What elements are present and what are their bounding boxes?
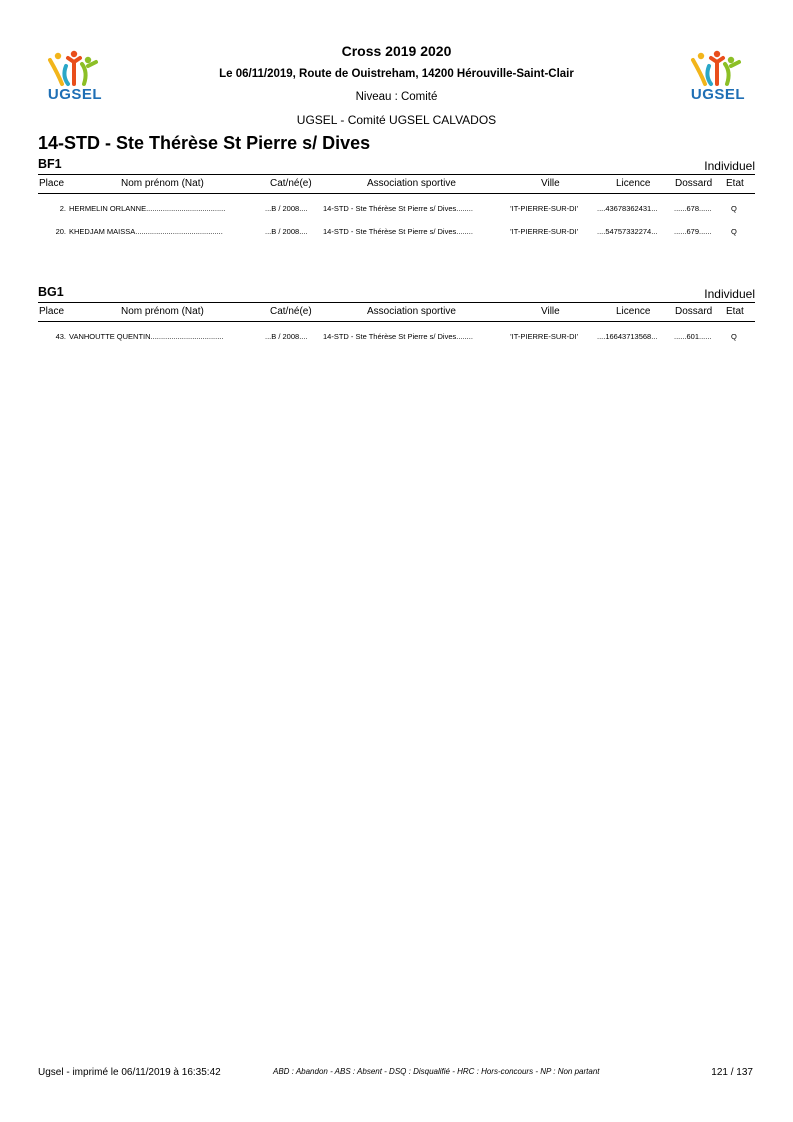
col-name: Nom prénom (Nat): [121, 178, 204, 189]
cell-cat: ...B / 2008....: [265, 204, 308, 213]
cell-association: 14-STD - Ste Thérèse St Pierre s/ Dives........: [323, 204, 473, 213]
col-licence: Licence: [616, 306, 651, 317]
col-etat: Etat: [726, 306, 744, 317]
col-place: Place: [39, 178, 65, 189]
category-type: Individuel: [704, 287, 755, 301]
category-name: BF1: [38, 157, 62, 171]
cell-name: KHEDJAM MAISSA..........................................: [69, 227, 223, 236]
column-header-row: [38, 302, 755, 322]
cell-licence: ....54757332274...: [597, 227, 658, 236]
cell-ville: ’IT-PIERRE-SUR-DI’: [510, 227, 579, 236]
cell-etat: Q: [731, 204, 737, 213]
cell-name: HERMELIN ORLANNE......................................: [69, 204, 226, 213]
cell-cat: ...B / 2008....: [265, 332, 308, 341]
col-ville: Ville: [541, 178, 560, 189]
table-row: [38, 227, 755, 241]
cell-place: 2.: [59, 204, 66, 213]
cell-cat: ...B / 2008....: [265, 227, 308, 236]
category-name: BG1: [38, 285, 64, 299]
page-number: 121 / 137: [711, 1067, 753, 1078]
page-title: Cross 2019 2020: [341, 43, 452, 59]
table-row: [38, 332, 755, 346]
col-etat: Etat: [726, 178, 744, 189]
ugsel-logo-text: UGSEL: [47, 86, 103, 103]
col-cat: Cat/né(e): [270, 306, 312, 317]
col-name: Nom prénom (Nat): [121, 306, 204, 317]
footer-legend: ABD : Abandon - ABS : Absent - DSQ : Disqualifié - HRC : Hors-concours - NP : Non partant: [273, 1067, 600, 1076]
event-date-location: Le 06/11/2019, Route de Ouistreham, 14200 Hérouville-Saint-Clair: [219, 68, 574, 80]
cell-dossard: ......679......: [674, 227, 712, 236]
club-title: 14-STD - Ste Thérèse St Pierre s/ Dives: [38, 133, 371, 153]
footer-print-info: Ugsel - imprimé le 06/11/2019 à 16:35:42: [38, 1067, 221, 1078]
col-dossard: Dossard: [675, 306, 713, 317]
col-association: Association sportive: [367, 178, 456, 189]
cell-place: 43.: [55, 332, 66, 341]
cell-etat: Q: [731, 332, 737, 341]
col-cat: Cat/né(e): [270, 178, 312, 189]
cell-dossard: ......678......: [674, 204, 712, 213]
col-association: Association sportive: [367, 306, 456, 317]
committee-label: UGSEL - Comité UGSEL CALVADOS: [296, 113, 497, 127]
col-place: Place: [39, 306, 65, 317]
cell-dossard: ......601......: [674, 332, 712, 341]
cell-name: VANHOUTTE QUENTIN...................................: [69, 332, 224, 341]
table-row: [38, 204, 755, 218]
cell-place: 20.: [55, 227, 66, 236]
col-licence: Licence: [616, 178, 651, 189]
cell-etat: Q: [731, 227, 737, 236]
cell-licence: ....16643713568...: [597, 332, 658, 341]
col-dossard: Dossard: [675, 178, 713, 189]
ugsel-logo-text: UGSEL: [690, 86, 746, 103]
cell-association: 14-STD - Ste Thérèse St Pierre s/ Dives........: [323, 227, 473, 236]
cell-ville: ’IT-PIERRE-SUR-DI’: [510, 204, 579, 213]
cell-licence: ....43678362431...: [597, 204, 658, 213]
cell-ville: ’IT-PIERRE-SUR-DI’: [510, 332, 579, 341]
column-header-row: [38, 174, 755, 194]
cell-association: 14-STD - Ste Thérèse St Pierre s/ Dives........: [323, 332, 473, 341]
category-type: Individuel: [704, 159, 755, 173]
level-label: Niveau : Comité: [355, 91, 438, 103]
col-ville: Ville: [541, 306, 560, 317]
